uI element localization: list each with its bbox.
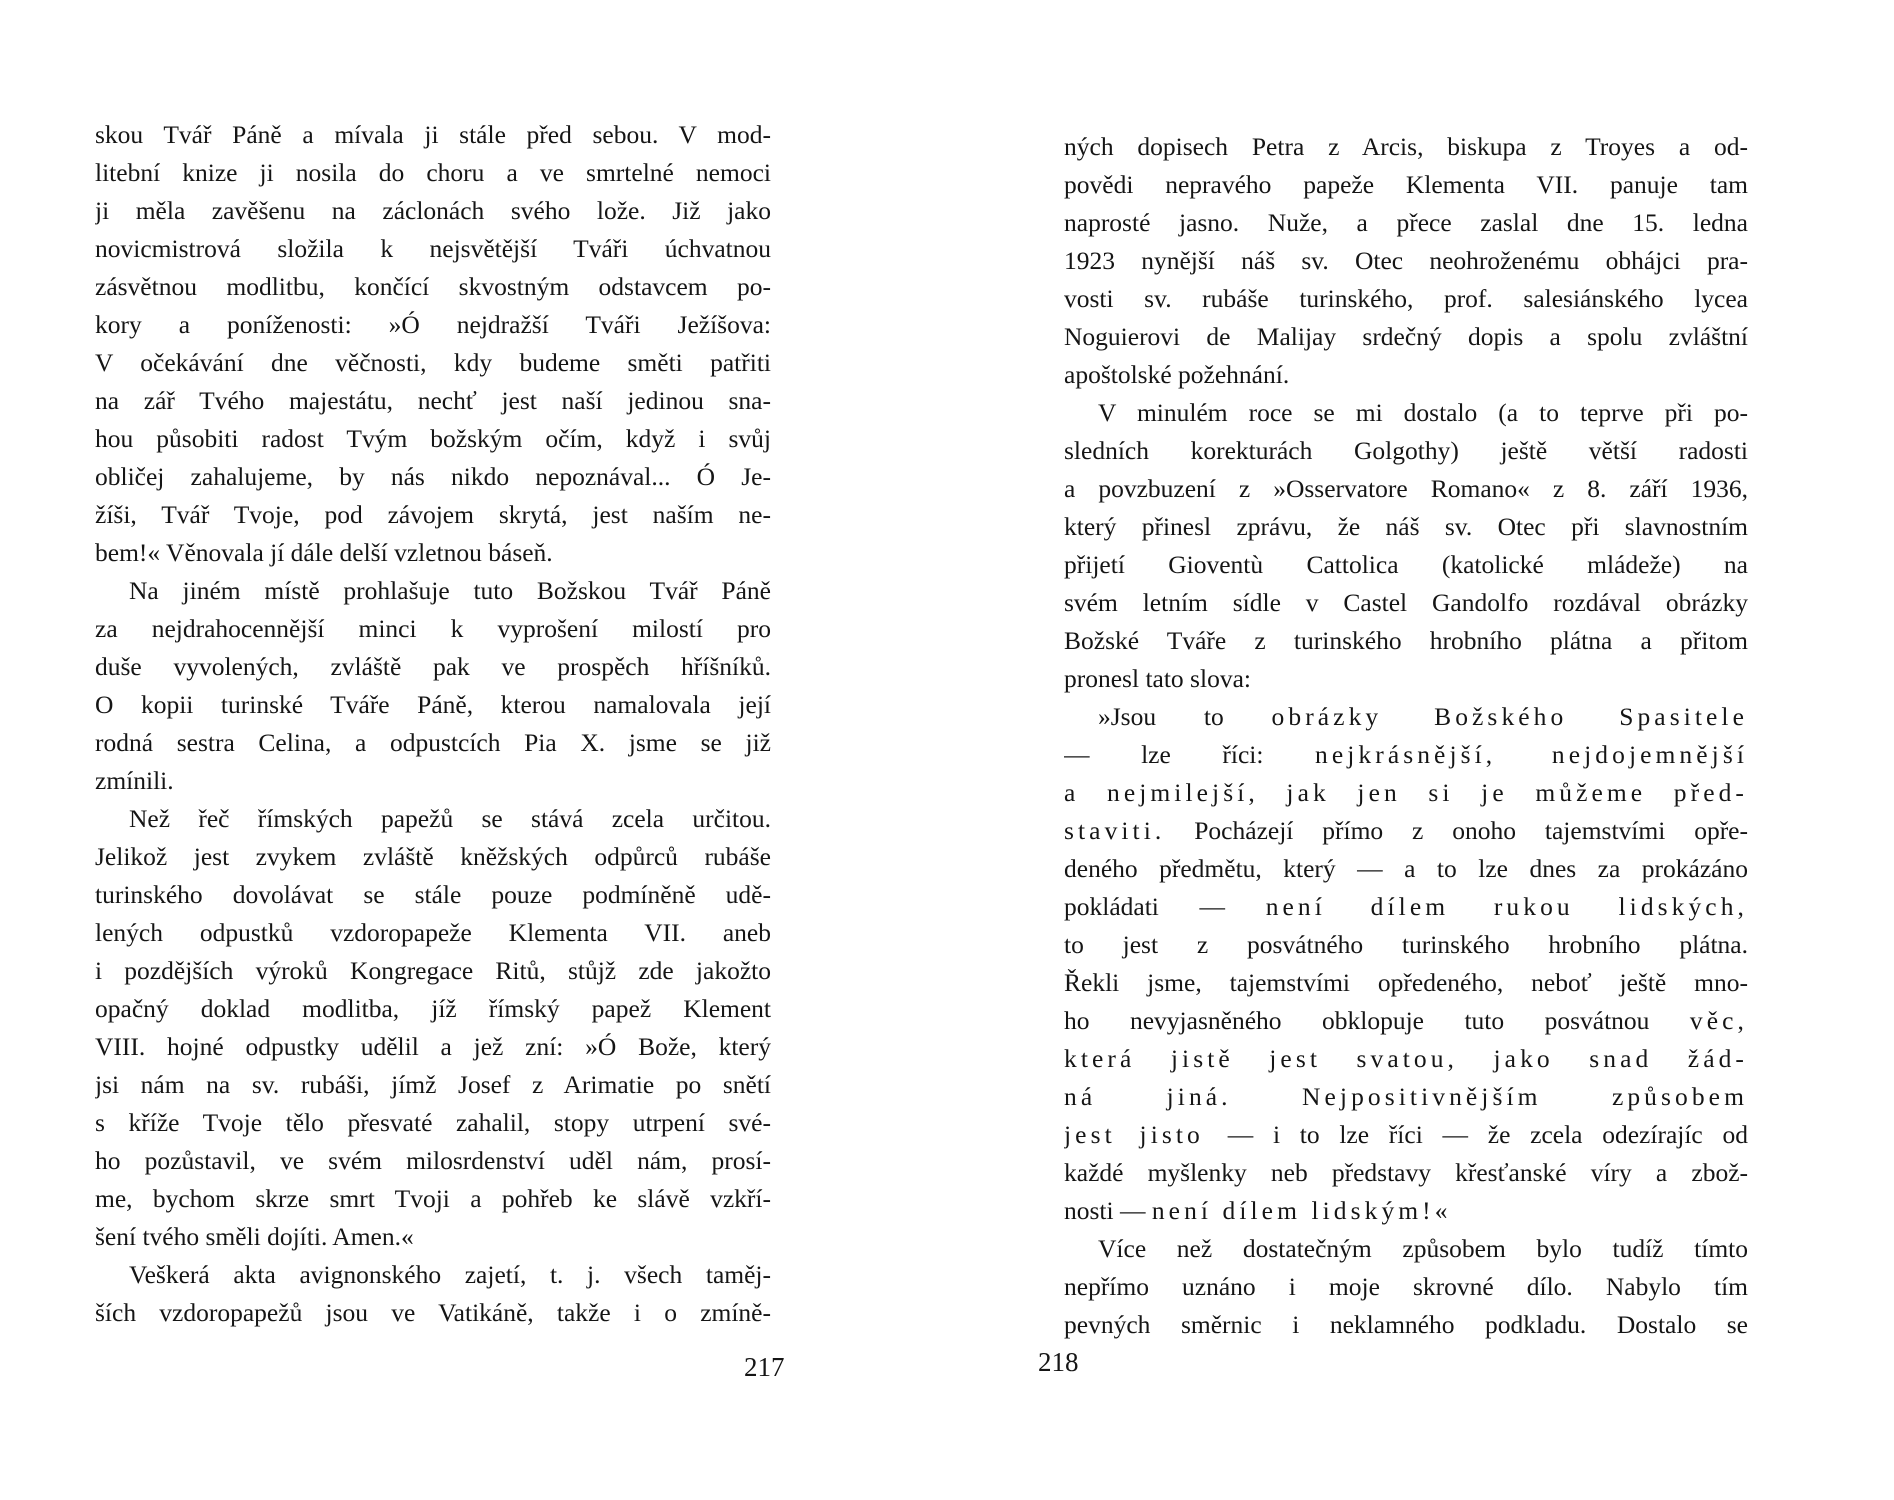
text-segment: a povzbuzení z »Osservatore Romano« z 8. září 1936, [1064, 474, 1748, 503]
text-line [1064, 622, 1748, 660]
text-line [95, 496, 771, 534]
text-segment: hou působiti radost Tvým božským očím, když i svůj [95, 424, 771, 453]
text-line [1064, 964, 1748, 1002]
text-segment: vosti sv. rubáše turinského, prof. salesiánského lycea [1064, 284, 1748, 313]
text-segment: — i to lze říci — že zcela odezírajíc od [1227, 1120, 1748, 1149]
text-segment: deného předmětu, který — a to lze dnes za prokázáno [1064, 854, 1748, 883]
text-segment: nepřímo uznáno i moje skrovné dílo. Nabylo tím [1064, 1272, 1748, 1301]
text-line [95, 1104, 771, 1142]
text-line [95, 876, 771, 914]
text-segment: O kopii turinské Tváře Páně, kterou namalovala její [95, 690, 771, 719]
text-segment: ných dopisech Petra z Arcis, biskupa z Troyes a od- [1064, 132, 1748, 161]
text-line [1064, 1116, 1748, 1154]
text-line [95, 1218, 771, 1256]
text-segment: ji měla zavěšenu na záclonách svého lože. Již jako [95, 196, 771, 225]
text-line [1064, 1268, 1748, 1306]
emphasized-text-segment: obrázky Božského Spasitele [1271, 702, 1748, 731]
text-line [95, 1142, 771, 1180]
text-line [1064, 356, 1748, 394]
text-line [95, 382, 771, 420]
text-segment: V očekávání dne věčnosti, kdy budeme směti patřiti [95, 348, 771, 377]
text-segment: za nejdrahocennější minci k vyprošení milostí pro [95, 614, 771, 643]
emphasized-text-segment: a nejmilejší, jak jen si je můžeme před- [1064, 778, 1748, 807]
text-segment: Více než dostatečným způsobem bylo tudíž tímto [1098, 1234, 1748, 1263]
text-segment: obličej zahalujeme, by nás nikdo nepoznával... Ó Je- [95, 462, 771, 491]
text-line [95, 686, 771, 724]
text-segment: který přinesl zprávu, že náš sv. Otec při slavnostním [1064, 512, 1748, 541]
emphasized-text-segment: staviti. [1064, 816, 1166, 845]
text-line [95, 230, 771, 268]
text-segment: ších vzdoropapežů jsou ve Vatikáně, takže i o zmíně- [95, 1298, 771, 1327]
text-line [1064, 812, 1748, 850]
text-line [1064, 1040, 1748, 1078]
text-segment: i pozdějších výroků Kongregace Ritů, stůjž zde jakožto [95, 956, 771, 985]
text-line [95, 420, 771, 458]
text-segment: ho pozůstavil, ve svém milosrdenství uděl nám, prosí- [95, 1146, 771, 1175]
text-line [1064, 280, 1748, 318]
text-line [1064, 242, 1748, 280]
text-line [95, 914, 771, 952]
text-segment: nosti — [1064, 1196, 1152, 1225]
text-line [1064, 774, 1748, 812]
text-segment: Božské Tváře z turinského hrobního plátna a přitom [1064, 626, 1748, 655]
text-segment: každé myšlenky neb představy křesťanské víry a zbož- [1064, 1158, 1748, 1187]
text-segment: litební knize ji nosila do choru a ve smrtelné nemoci [95, 158, 771, 187]
emphasized-text-segment: není dílem rukou lidských, [1265, 892, 1748, 921]
text-line [1064, 660, 1748, 698]
text-segment: rodná sestra Celina, a odpustcích Pia X. jsme se již [95, 728, 771, 757]
text-segment: V minulém roce se mi dostalo (a to teprve při po- [1098, 398, 1748, 427]
text-line [1064, 204, 1748, 242]
text-segment: »Jsou to [1098, 702, 1272, 731]
text-segment: apoštolské požehnání. [1064, 360, 1290, 389]
text-segment: Jelikož jest zvykem zvláště kněžských odpůrců rubáše [95, 842, 771, 871]
text-line [1064, 1154, 1748, 1192]
text-line [95, 534, 771, 572]
text-line [1064, 850, 1748, 888]
text-line [1064, 1002, 1748, 1040]
text-line [1064, 584, 1748, 622]
text-line [95, 306, 771, 344]
text-segment: opačný doklad modlitba, jíž římský papež Klement [95, 994, 771, 1023]
text-line [95, 154, 771, 192]
text-segment: me, bychom skrze smrt Tvoji a pohřeb ke slávě vzkří- [95, 1184, 771, 1213]
text-line [1064, 128, 1748, 166]
text-segment: Veškerá akta avignonského zajetí, t. j. všech taměj- [129, 1260, 771, 1289]
text-segment: žíši, Tvář Tvoje, pod závojem skrytá, jest naším ne- [95, 500, 771, 529]
text-line [1064, 926, 1748, 964]
emphasized-text-segment: nejkrásnější, nejdojemnější [1315, 740, 1748, 769]
text-segment: zásvětnou modlitbu, končící skvostným odstavcem po- [95, 272, 771, 301]
text-segment: Na jiném místě prohlašuje tuto Božskou Tvář Páně [129, 576, 771, 605]
text-segment: VIII. hojné odpustky udělil a jež zní: »Ó Bože, který [95, 1032, 771, 1061]
text-segment: pokládati — [1064, 892, 1266, 921]
emphasized-text-segment: není dílem lidským!« [1151, 1196, 1452, 1225]
text-line [1064, 318, 1748, 356]
text-line [1064, 888, 1748, 926]
page-number-right: 218 [1038, 1347, 1079, 1377]
page-right-text-block [1064, 128, 1748, 1344]
page-number-left: 217 [744, 1352, 785, 1382]
text-line [1064, 1306, 1748, 1344]
text-segment: novicmistrová složila k nejsvětější Tváři úchvatnou [95, 234, 771, 263]
text-segment: s kříže Tvoje tělo přesvaté zahalil, stopy utrpení své- [95, 1108, 771, 1137]
text-line [95, 344, 771, 382]
text-line [1064, 1078, 1748, 1116]
emphasized-text-segment: ná jiná. Nejpositivnějším způsobem [1064, 1082, 1748, 1111]
text-segment: Noguierovi de Malijay srdečný dopis a spolu zvláštní [1064, 322, 1748, 351]
text-segment: ho nevyjasněného obklopuje tuto posvátnou [1064, 1006, 1690, 1035]
text-line [95, 572, 771, 610]
text-line [95, 192, 771, 230]
text-line [1064, 166, 1748, 204]
text-segment: lených odpustků vzdoropapeže Klementa VII. aneb [95, 918, 771, 947]
text-segment: to jest z posvátného turinského hrobního plátna. [1064, 930, 1748, 959]
text-segment: na zář Tvého majestátu, nechť jest naší jedinou sna- [95, 386, 771, 415]
text-line [95, 952, 771, 990]
text-line [95, 800, 771, 838]
text-line [95, 1294, 771, 1332]
text-line [95, 1066, 771, 1104]
text-line [1064, 508, 1748, 546]
text-line [95, 990, 771, 1028]
text-segment: naprosté jasno. Nuže, a přece zaslal dne 15. ledna [1064, 208, 1748, 237]
text-segment: Pocházejí přímo z onoho tajemstvími opře- [1165, 816, 1748, 845]
text-line [95, 458, 771, 496]
text-line [95, 268, 771, 306]
text-segment: bem!« Věnovala jí dále delší vzletnou báseň. [95, 538, 553, 567]
text-segment: přijetí Gioventù Cattolica (katolické mládeže) na [1064, 550, 1748, 579]
text-line [95, 724, 771, 762]
text-segment: Řekli jsme, tajemstvími opředeného, neboť ještě mno- [1064, 968, 1748, 997]
text-segment: pevných směrnic i neklamného podkladu. Dostalo se [1064, 1310, 1748, 1339]
text-line [1064, 546, 1748, 584]
text-segment: pronesl tato slova: [1064, 664, 1251, 693]
text-line [1064, 394, 1748, 432]
text-line [1064, 1192, 1748, 1230]
text-line [1064, 698, 1748, 736]
text-line [95, 648, 771, 686]
text-line [95, 610, 771, 648]
text-segment: svém letním sídle v Castel Gandolfo rozdával obrázky [1064, 588, 1748, 617]
text-segment: — lze říci: [1064, 740, 1316, 769]
text-segment: skou Tvář Páně a mívala ji stále před sebou. V mod- [95, 120, 771, 149]
text-line [95, 1180, 771, 1218]
text-line [95, 116, 771, 154]
text-segment: jsi nám na sv. rubáši, jímž Josef z Arimatie po snětí [95, 1070, 771, 1099]
text-line [95, 838, 771, 876]
emphasized-text-segment: která jistě jest svatou, jako snad žád- [1064, 1044, 1748, 1073]
text-line [95, 762, 771, 800]
text-segment: sledních korekturách Golgothy) ještě větší radosti [1064, 436, 1748, 465]
text-line [95, 1256, 771, 1294]
text-segment: 1923 nynější náš sv. Otec neohroženému obhájci pra- [1064, 246, 1748, 275]
text-segment: Než řeč římských papežů se stává zcela určitou. [129, 804, 771, 833]
text-line [1064, 1230, 1748, 1268]
text-line [95, 1028, 771, 1066]
text-segment: zmínili. [95, 766, 174, 795]
text-segment: turinského dovolávat se stále pouze podmíněně udě- [95, 880, 771, 909]
text-line [1064, 432, 1748, 470]
text-segment: kory a poníženosti: »Ó nejdražší Tváři Ježíšova: [95, 310, 771, 339]
text-line [1064, 470, 1748, 508]
page-left-text-block [95, 116, 771, 1332]
emphasized-text-segment: věc, [1689, 1006, 1748, 1035]
text-segment: duše vyvolených, zvláště pak ve prospěch hříšníků. [95, 652, 771, 681]
text-line [1064, 736, 1748, 774]
text-segment: povědi nepravého papeže Klementa VII. panuje tam [1064, 170, 1748, 199]
emphasized-text-segment: jest jisto [1064, 1120, 1228, 1149]
text-segment: šení tvého směli dojíti. Amen.« [95, 1222, 414, 1251]
